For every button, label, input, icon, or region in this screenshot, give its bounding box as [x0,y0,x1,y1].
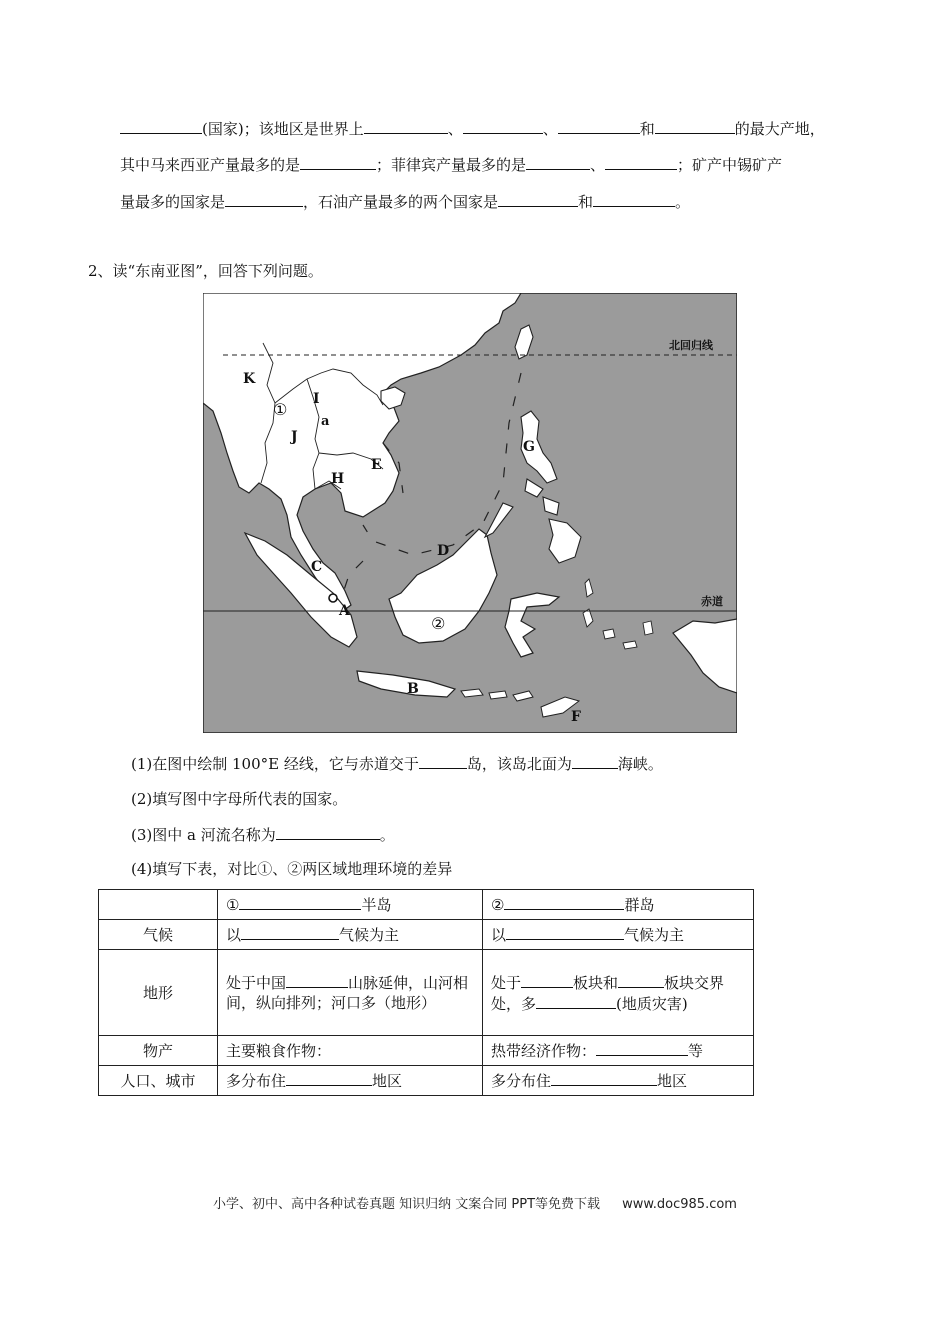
answer-blank[interactable] [536,993,616,1009]
table-row [99,950,754,1036]
row-label: 地形 [99,950,218,1036]
label-J: J [291,429,298,445]
answer-blank[interactable] [276,824,380,840]
label-B: B [407,681,419,697]
answer-blank[interactable] [521,972,573,988]
label-H: H [331,471,345,487]
q1-line-1: (国家)；该地区是世界上 、 、 和 的最大产地， [120,118,825,139]
q1-line-3: 量最多的国家是 ，石油产量最多的两个国家是 和 。 [120,193,691,211]
answer-blank[interactable] [498,191,578,207]
answer-blank[interactable] [463,118,543,134]
footer-url[interactable]: www.doc985.com [622,1197,737,1212]
table-row [99,920,754,950]
table-cell: 多分布住 地区 [483,1066,754,1096]
label-D: D [437,543,450,559]
answer-blank[interactable] [225,191,303,207]
label-region-2: ② [431,614,446,633]
answer-blank[interactable] [120,118,202,134]
sub-question-2: (2)填写图中字母所代表的国家。 [131,790,348,808]
answer-blank[interactable] [572,753,618,769]
sub-question-1: (1)在图中绘制 100°E 经线，它与赤道交于 岛，该岛北面为 海峡。 [131,755,663,773]
table-cell: ② 群岛 [483,890,754,920]
label-a-river: a [321,414,330,429]
label-A: A [339,603,350,619]
label-K: K [243,371,256,387]
southeast-asia-map [203,293,737,733]
table-cell: 以 气候为主 [218,920,483,950]
label-I: I [313,391,320,407]
map-svg [203,293,737,733]
answer-blank[interactable] [605,154,677,170]
label-E: E [371,457,382,473]
table-cell: ① 半岛 [218,890,483,920]
sub-question-4: (4)填写下表，对比①、②两区域地理环境的差异 [131,860,453,878]
label-F: F [571,709,581,725]
answer-blank[interactable] [558,118,640,134]
page-footer [0,1193,950,1212]
label-C: C [311,559,323,575]
answer-blank[interactable] [655,118,735,134]
tropic-label: 北回归线 [669,339,713,352]
answer-blank[interactable] [241,924,339,940]
comparison-table [98,889,754,1096]
footer-text: 小学、初中、高中各种试卷真题 知识归纳 文案合同 PPT等免费下载 [213,1197,601,1212]
table-row [99,1036,754,1066]
label-region-1: ① [273,400,288,419]
answer-blank[interactable] [504,894,624,910]
answer-blank[interactable] [239,894,361,910]
equator-label: 赤道 [701,595,723,608]
table-cell: 多分布住 地区 [218,1066,483,1096]
row-label: 物产 [99,1036,218,1066]
singapore-marker [329,594,337,602]
answer-blank[interactable] [593,191,675,207]
answer-blank[interactable] [300,154,376,170]
table-cell: 处于中国 山脉延伸，山河相间，纵向排列；河口多（地形） [218,950,483,1036]
table-cell: 处于 板块和 板块交界处，多 (地质灾害) [483,950,754,1036]
question-2-title: 2、读“东南亚图”，回答下列问题。 [88,262,323,280]
answer-blank[interactable] [286,972,348,988]
row-label: 气候 [99,920,218,950]
table-cell: 主要粮食作物： [218,1036,483,1066]
table-cell: 热带经济作物： 等 [483,1036,754,1066]
answer-blank[interactable] [419,753,467,769]
answer-blank[interactable] [551,1070,657,1086]
answer-blank[interactable] [596,1040,688,1056]
answer-blank[interactable] [506,924,624,940]
label-G: G [523,439,535,455]
answer-blank[interactable] [526,154,590,170]
answer-blank[interactable] [286,1070,372,1086]
q1-line-2: 其中马来西亚产量最多的是 ；菲律宾产量最多的是 、 ；矿产中锡矿产 [120,156,783,174]
answer-blank[interactable] [618,972,664,988]
answer-blank[interactable] [364,118,448,134]
table-header-row [99,890,754,920]
sub-question-3: (3)图中 a 河流名称为 。 [131,826,395,844]
table-cell [99,890,218,920]
table-row [99,1066,754,1096]
row-label: 人口、城市 [99,1066,218,1096]
table-cell: 以 气候为主 [483,920,754,950]
